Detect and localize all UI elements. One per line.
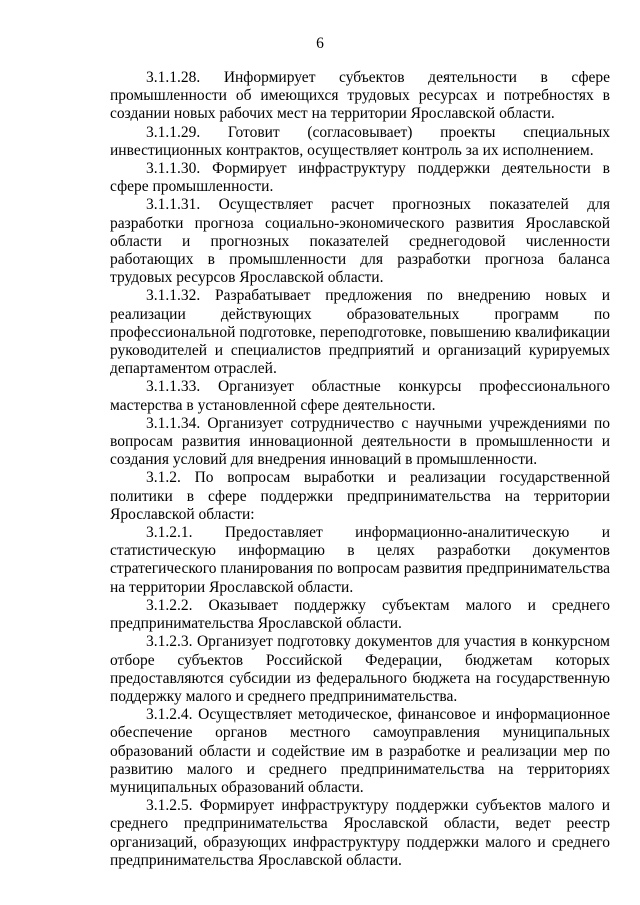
paragraph-3-1-1-34: 3.1.1.34. Организует сотрудничество с научными учреждениями по вопросам развития инновационной деятельности в промышленности и создания условий для внедрения инноваций в промышленности. <box>110 414 610 469</box>
paragraph-3-1-1-31: 3.1.1.31. Осуществляет расчет прогнозных показателей для разработки прогноза социально-экономического развития Ярославской области и прогнозных показателей среднегодовой численности работающих в промышленности для разработки прогноза баланса трудовых ресурсов Ярославской области. <box>110 196 610 287</box>
paragraph-3-1-2-5: 3.1.2.5. Формирует инфраструктуру поддержки субъектов малого и среднего предпринимательства Ярославской области, ведет реестр организаций, образующих инфраструктуру поддержки малого и среднего предпринимательства Ярославской области. <box>110 797 610 869</box>
paragraph-3-1-2-4: 3.1.2.4. Осуществляет методическое, финансовое и информационное обеспечение органов местного самоуправления муниципальных образований области и содействие им в разработке и реализации мер по развитию малого и среднего предпринимательства на территориях муниципальных образований области. <box>110 706 610 796</box>
page-number: 6 <box>316 35 324 52</box>
document-body <box>110 69 610 870</box>
paragraph-3-1-2-3: 3.1.2.3. Организует подготовку документов для участия в конкурсном отборе субъектов Российской Федерации, бюджетам которых предоставляются субсидии из федерального бюджета на государственную поддержку малого и среднего предпринимательства. <box>110 633 610 705</box>
paragraph-3-1-1-32: 3.1.1.32. Разрабатывает предложения по внедрению новых и реализации действующих образовательных программ по профессиональной подготовке, переподготовке, повышению квалификации руководителей и специалистов предприятий и организаций курируемых департаментом отраслей. <box>110 287 610 378</box>
paragraph-3-1-2: 3.1.2. По вопросам выработки и реализации государственной политики в сфере поддержки предпринимательства на территории Ярославской области: <box>110 469 610 523</box>
paragraph-3-1-1-33: 3.1.1.33. Организует областные конкурсы профессионального мастерства в установленной сфере деятельности. <box>110 378 610 414</box>
paragraph-3-1-1-30: 3.1.1.30. Формирует инфраструктуру поддержки деятельности в сфере промышленности. <box>110 160 610 196</box>
paragraph-3-1-2-2: 3.1.2.2. Оказывает поддержку субъектам малого и среднего предпринимательства Ярославской области. <box>110 596 610 633</box>
paragraph-3-1-1-29: 3.1.1.29. Готовит (согласовывает) проекты специальных инвестиционных контрактов, осуществляет контроль за их исполнением. <box>110 123 610 159</box>
paragraph-3-1-2-1: 3.1.2.1. Предоставляет информационно-аналитическую и статистическую информацию в целях разработки документов стратегического планирования по вопросам развития предпринимательства на территории Ярославской области. <box>110 524 610 596</box>
paragraph-3-1-1-28: 3.1.1.28. Информирует субъектов деятельности в сфере промышленности об имеющихся трудовых ресурсах и потребностях в создании новых рабочих мест на территории Ярославской области. <box>110 69 610 123</box>
